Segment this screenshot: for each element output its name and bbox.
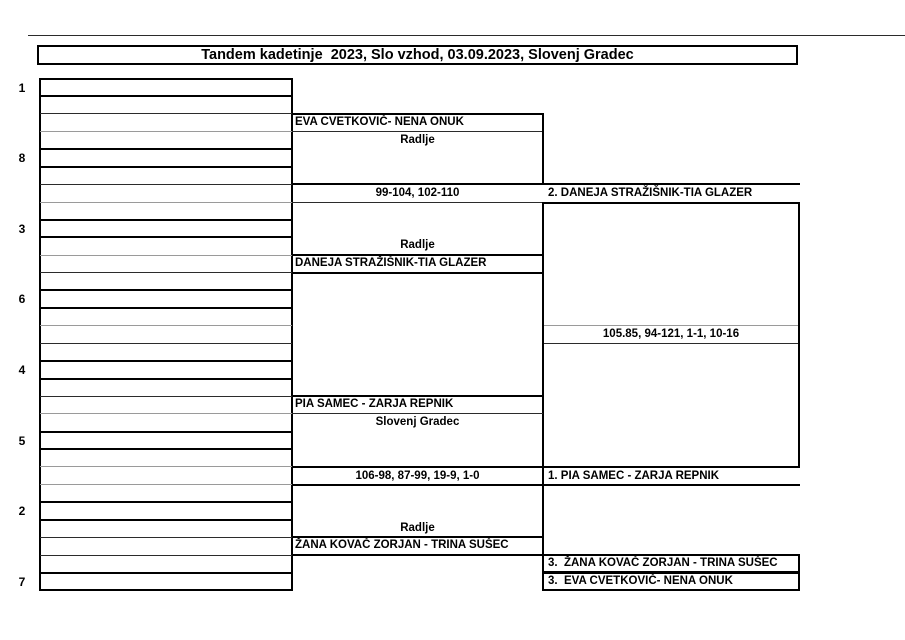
grid-line [40, 131, 292, 132]
grid-line [40, 325, 292, 326]
page-top-rule [28, 35, 905, 36]
grid-line [40, 343, 292, 344]
seed-number: 7 [18, 574, 26, 589]
third-place-box [542, 572, 800, 592]
grid-line [40, 307, 292, 309]
grid-line [40, 184, 292, 185]
tournament-title-box [37, 45, 798, 65]
team-name: EVA CVETKOVIČ- NENA ONUK [295, 115, 464, 128]
third-place-entry: 3. EVA CVETKOVIČ- NENA ONUK [548, 575, 733, 588]
grid-line [40, 448, 292, 450]
venue-label: Radlje [400, 521, 435, 534]
grid-line [40, 113, 292, 114]
final-score-underline [544, 343, 798, 344]
venue-label: Radlje [400, 133, 435, 146]
grid-line [40, 148, 292, 150]
grid-line [40, 519, 292, 521]
grid-line [40, 78, 292, 80]
venue-label: Radlje [400, 239, 435, 252]
grid-line [40, 466, 292, 467]
grid-line [40, 219, 292, 221]
grid-line [40, 537, 292, 538]
grid-line [40, 501, 292, 503]
grid-line [40, 236, 292, 238]
team-name: DANEJA STRAŽIŠNIK-TIA GLAZER [295, 257, 487, 269]
seed-number: 5 [18, 433, 26, 448]
grid-line [40, 484, 292, 485]
grid-line [40, 589, 292, 591]
seed-number: 3 [18, 221, 26, 236]
finalist-name: 2. DANEJA STRAŽIŠNIK-TIA GLAZER [548, 187, 753, 200]
grid-line [40, 396, 292, 397]
grid-line [40, 431, 292, 433]
grid-line [40, 378, 292, 380]
grid-line [40, 166, 292, 168]
venue-label: Slovenj Gradec [375, 416, 460, 429]
third-place-box [542, 554, 800, 574]
grid-line [40, 202, 292, 203]
grid-line [40, 413, 292, 414]
team-name: PIA SAMEC - ZARJA REPNIK [295, 398, 454, 411]
match-score: 99-104, 102-110 [375, 187, 460, 200]
grid-line [40, 360, 292, 362]
final-score: 105.85, 94-121, 1-1, 10-16 [602, 328, 740, 341]
grid-line [40, 272, 292, 273]
finalist-name: 1. PIA SAMEC - ZARJA REPNIK [548, 469, 720, 482]
grid-line [40, 572, 292, 574]
seed-number: 4 [18, 362, 26, 377]
draw-column-right-border [291, 78, 293, 592]
seed-number: 6 [18, 292, 26, 307]
team-name: ŽANA KOVAČ ZORJAN - TRINA SUŠEC [295, 539, 509, 552]
match-score: 106-98, 87-99, 19-9, 1-0 [355, 469, 480, 482]
tournament-title: Tandem kadetinje 2023, Slo vzhod, 03.09.2023, Slovenj Gradec [201, 47, 634, 63]
seed-number: 8 [18, 151, 26, 166]
seed-number: 1 [18, 80, 26, 95]
semifinal2-winner-line [292, 484, 800, 486]
seed-number: 2 [18, 504, 26, 519]
third-place-entry: 3. ŽANA KOVAČ ZORJAN - TRINA SUŠEC [548, 557, 778, 570]
grid-line [40, 555, 292, 556]
grid-line [40, 95, 292, 97]
grid-line [40, 289, 292, 291]
grid-line [40, 255, 292, 256]
draw-column-left-border [39, 78, 41, 592]
